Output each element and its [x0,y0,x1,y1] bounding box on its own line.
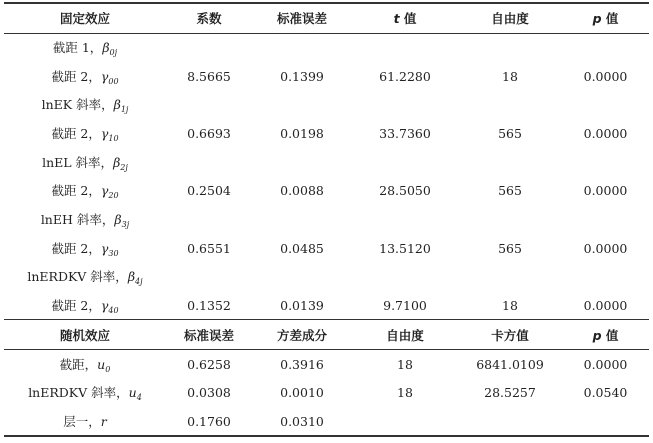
p-value-cell [562,407,649,436]
t-value-cell [352,148,458,177]
row-label-subscript: 20 [108,191,119,201]
header-degrees-of-freedom: 自由度 [458,3,562,33]
header-standard-error: 标准误差 [166,320,252,350]
row-label-text: 层一， [63,413,101,429]
row-label [4,176,166,205]
row-label-text: 截距 2， [51,125,101,141]
row-label-text: lnERDKV 斜率， [27,269,128,285]
standard-error-cell [252,90,352,119]
standard-error-cell [252,205,352,234]
row-label-symbol: γ [100,240,109,256]
header-t-value [352,3,458,33]
row-label-symbol: γ [100,297,109,313]
row-label [4,205,166,234]
row-label [4,90,166,119]
row-label-symbol: β [127,269,136,285]
row-label [4,148,166,177]
coefficient-cell: 0.6693 [187,125,231,141]
standard-error-cell: 0.0139 [280,297,324,313]
variance-component-cell: 0.0010 [280,385,324,401]
fixed-effect-row [4,234,649,263]
standard-error-cell: 0.0088 [280,183,324,199]
t-value-cell [352,33,458,62]
t-value-cell: 13.5120 [379,240,431,256]
header-degrees-of-freedom: 自由度 [352,320,458,350]
row-label [4,291,166,320]
row-label-symbol: β [102,40,110,56]
fixed-effect-row [4,263,649,292]
t-value-cell: 61.2280 [379,68,431,84]
standard-error-cell [252,33,352,62]
row-label-subscript: 00 [108,76,119,86]
df-cell [458,148,562,177]
row-label-text: 截距 2， [51,240,101,256]
chi-square-cell: 6841.0109 [476,356,544,372]
random-effects-header-row [4,320,649,350]
row-label-symbol: β [113,154,121,170]
row-label [4,263,166,292]
header-coefficient: 系数 [166,3,252,33]
p-value-cell [562,33,649,62]
row-label-subscript: 4 [136,393,142,403]
row-label-subscript: 0j [109,48,118,58]
coefficient-cell: 0.6551 [187,240,231,256]
fixed-effect-row [4,148,649,177]
standard-error-cell: 0.0198 [280,125,324,141]
row-label-text: 截距 2， [51,68,101,84]
header-chi-square: 卡方值 [458,320,562,350]
header-fixed-effects: 固定效应 [4,3,166,33]
p-symbol: p [592,11,602,27]
coefficient-cell: 0.2504 [187,183,231,199]
row-label [4,119,166,148]
fixed-effect-row [4,205,649,234]
hlm-results-table [4,2,649,437]
row-label-text: 截距 2， [51,183,101,199]
p-value-cell [562,263,649,292]
row-label-symbol: r [100,413,107,429]
p-value-cell: 0.0000 [583,356,628,372]
row-label-subscript: 40 [108,305,119,315]
row-label [4,234,166,263]
p-value-label: 值 [601,11,619,27]
df-cell [352,407,458,436]
t-value-cell: 9.7100 [383,297,427,313]
row-label-subscript: 1j [120,105,129,115]
standard-error-cell: 0.1399 [280,68,324,84]
df-cell [458,205,562,234]
t-value-cell [352,263,458,292]
p-value-cell [562,205,649,234]
df-cell: 18 [397,356,413,372]
coefficient-cell: 0.1352 [187,297,231,313]
row-label-symbol: β [114,211,122,227]
row-label-text: lnEL 斜率， [42,154,114,170]
row-label-subscript: 0 [105,364,111,374]
df-cell: 565 [498,125,522,141]
df-cell: 18 [502,68,518,84]
df-cell: 565 [498,183,522,199]
row-label-symbol: u [97,356,106,372]
p-value-cell: 0.0000 [583,240,628,256]
row-label-text: lnERDKV 斜率， [28,385,129,401]
coefficient-cell [166,33,252,62]
fixed-effect-row [4,90,649,119]
standard-error-cell: 0.0485 [280,240,324,256]
p-value-cell: 0.0000 [583,68,628,84]
fixed-effect-row [4,33,649,62]
header-p-value [562,3,649,33]
header-random-effects: 随机效应 [4,320,166,350]
standard-error-cell [252,148,352,177]
chi-square-cell [458,407,562,436]
variance-component-cell: 0.0310 [252,407,352,436]
standard-error-cell [252,263,352,292]
standard-error-cell: 0.0308 [187,385,231,401]
coefficient-cell [166,148,252,177]
row-label [4,379,166,408]
row-label-subscript: 2j [120,162,128,172]
fixed-effects-header-row [4,3,649,33]
header-standard-error: 标准误差 [252,3,352,33]
row-label-symbol: β [113,97,121,113]
row-label-symbol: γ [100,183,109,199]
p-value-cell [562,148,649,177]
header-p-value [562,320,649,350]
row-label [4,62,166,91]
row-label [4,350,166,379]
row-label-subscript: 30 [108,248,119,258]
row-label-subscript: 3j [121,219,130,229]
row-label [4,407,166,436]
row-label-subscript: 4j [135,277,143,287]
standard-error-cell: 0.1760 [166,407,252,436]
random-effect-row [4,379,649,408]
row-label-text: lnEK 斜率， [41,97,114,113]
p-value-cell: 0.0000 [583,183,628,199]
p-value-cell: 0.0000 [583,297,628,313]
row-label-subscript: 10 [108,133,119,143]
t-value-cell: 33.7360 [379,125,431,141]
t-value-cell [352,90,458,119]
row-label-text: 截距 1， [52,40,103,56]
df-cell [458,90,562,119]
row-label-symbol: γ [100,68,109,84]
standard-error-cell: 0.6258 [187,356,231,372]
coefficient-cell: 8.5665 [187,68,231,84]
coefficient-cell [166,205,252,234]
fixed-effect-row [4,291,649,320]
header-variance-component: 方差成分 [252,320,352,350]
random-effect-row [4,407,649,436]
p-value-cell: 0.0540 [583,385,628,401]
variance-component-cell: 0.3916 [280,356,324,372]
row-label-symbol: u [128,385,137,401]
row-label-text: 截距， [59,356,98,372]
row-label [4,33,166,62]
random-effect-row [4,350,649,379]
t-value-cell [352,205,458,234]
t-value-label: 值 [399,11,417,27]
fixed-effect-row [4,62,649,91]
coefficient-cell [166,263,252,292]
fixed-effect-row [4,119,649,148]
p-value-cell [562,90,649,119]
df-cell: 18 [502,297,518,313]
coefficient-cell [166,90,252,119]
row-label-text: 截距 2， [51,297,101,313]
df-cell: 18 [397,385,413,401]
row-label-symbol: γ [100,125,109,141]
t-value-cell: 28.5050 [379,183,431,199]
t-symbol: t [393,11,400,27]
p-symbol: p [592,327,602,343]
df-cell [458,263,562,292]
p-value-cell: 0.0000 [583,125,628,141]
p-value-label: 值 [601,327,619,343]
fixed-effect-row [4,176,649,205]
df-cell [458,33,562,62]
chi-square-cell: 28.5257 [484,385,536,401]
row-label-text: lnEH 斜率， [40,211,115,227]
df-cell: 565 [498,240,522,256]
